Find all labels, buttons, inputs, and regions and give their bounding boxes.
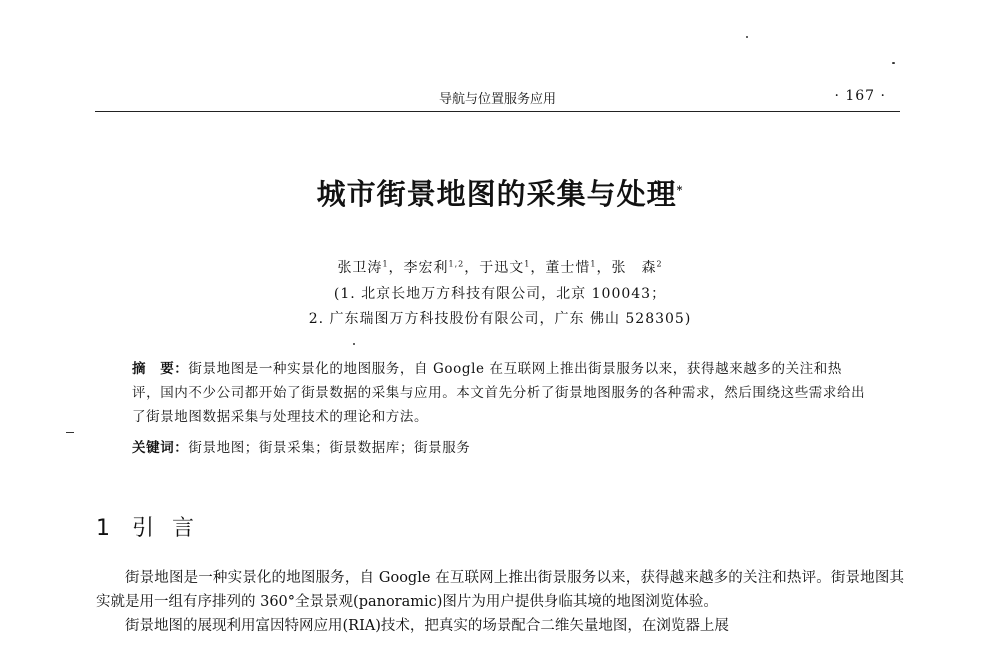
page-number: · 167 · (834, 88, 886, 104)
section-heading (96, 511, 212, 542)
running-title: 导航与位置服务应用 (438, 92, 556, 107)
affiliation-2: 2. 广东瑞图万方科技股份有限公司，广东 佛山 528305) (308, 311, 692, 327)
paper-title (0, 172, 1000, 213)
author-separator: ， (596, 260, 612, 276)
header-rule (95, 111, 900, 112)
author-affiliation-mark: 2 (656, 259, 663, 269)
author-affiliation-mark: 1 (524, 259, 531, 269)
author-name: 李宏利 (403, 260, 449, 276)
author-affiliation-mark: 1 (382, 259, 389, 269)
section-title: 引言 (132, 516, 213, 541)
author-separator: ， (464, 260, 480, 276)
author-name: 于迅文 (479, 260, 525, 276)
author-name: 张 森 (611, 260, 657, 276)
author-separator: ， (388, 260, 404, 276)
body-text (96, 566, 904, 638)
scan-speck (66, 432, 74, 433)
scan-speck (746, 36, 748, 38)
keywords-label: 关键词： (132, 440, 189, 456)
keywords (132, 436, 867, 456)
author-name: 张卫涛 (337, 260, 383, 276)
paper-title-text: 城市街景地图的采集与处理 (316, 177, 677, 211)
affiliation-1: (1. 北京长地万方科技有限公司，北京 100043； (333, 286, 667, 302)
author-name: 董士惜 (545, 260, 591, 276)
scan-speck (353, 343, 355, 345)
section-number: 1 (96, 516, 110, 541)
author-list (0, 257, 1000, 277)
author-affiliation-mark: 1,2 (448, 259, 465, 269)
scan-speck (892, 62, 895, 64)
author-separator: ， (530, 260, 546, 276)
abstract (132, 357, 867, 429)
body-paragraph-2: 街景地图的展现利用富因特网应用(RIA)技术，把真实的场景配合二维矢量地图，在浏览器上展 (125, 618, 729, 634)
body-paragraph-1: 街景地图是一种实景化的地图服务，自 Google 在互联网上推出街景服务以来，获得越来越多的关注和热评。街景地图其实就是用一组有序排列的 360°全景景观(panoramic)图片为用户提供身临其境的地图浏览体验。 (96, 570, 904, 610)
abstract-text: 街景地图是一种实景化的地图服务，自 Google 在互联网上推出街景服务以来，获得越来越多的关注和热评，国内不少公司都开始了街景数据的采集与应用。本文首先分析了街景地图服务的各种需求，然后围绕这些需求给出了街景地图数据采集与处理技术的理论和方法。 (132, 361, 866, 425)
keywords-text: 街景地图；街景采集；街景数据库；街景服务 (188, 440, 471, 456)
title-footnote-mark: * (676, 183, 684, 197)
author-affiliation-mark: 1 (590, 259, 597, 269)
running-header (95, 86, 900, 110)
abstract-label: 摘 要： (132, 361, 189, 377)
